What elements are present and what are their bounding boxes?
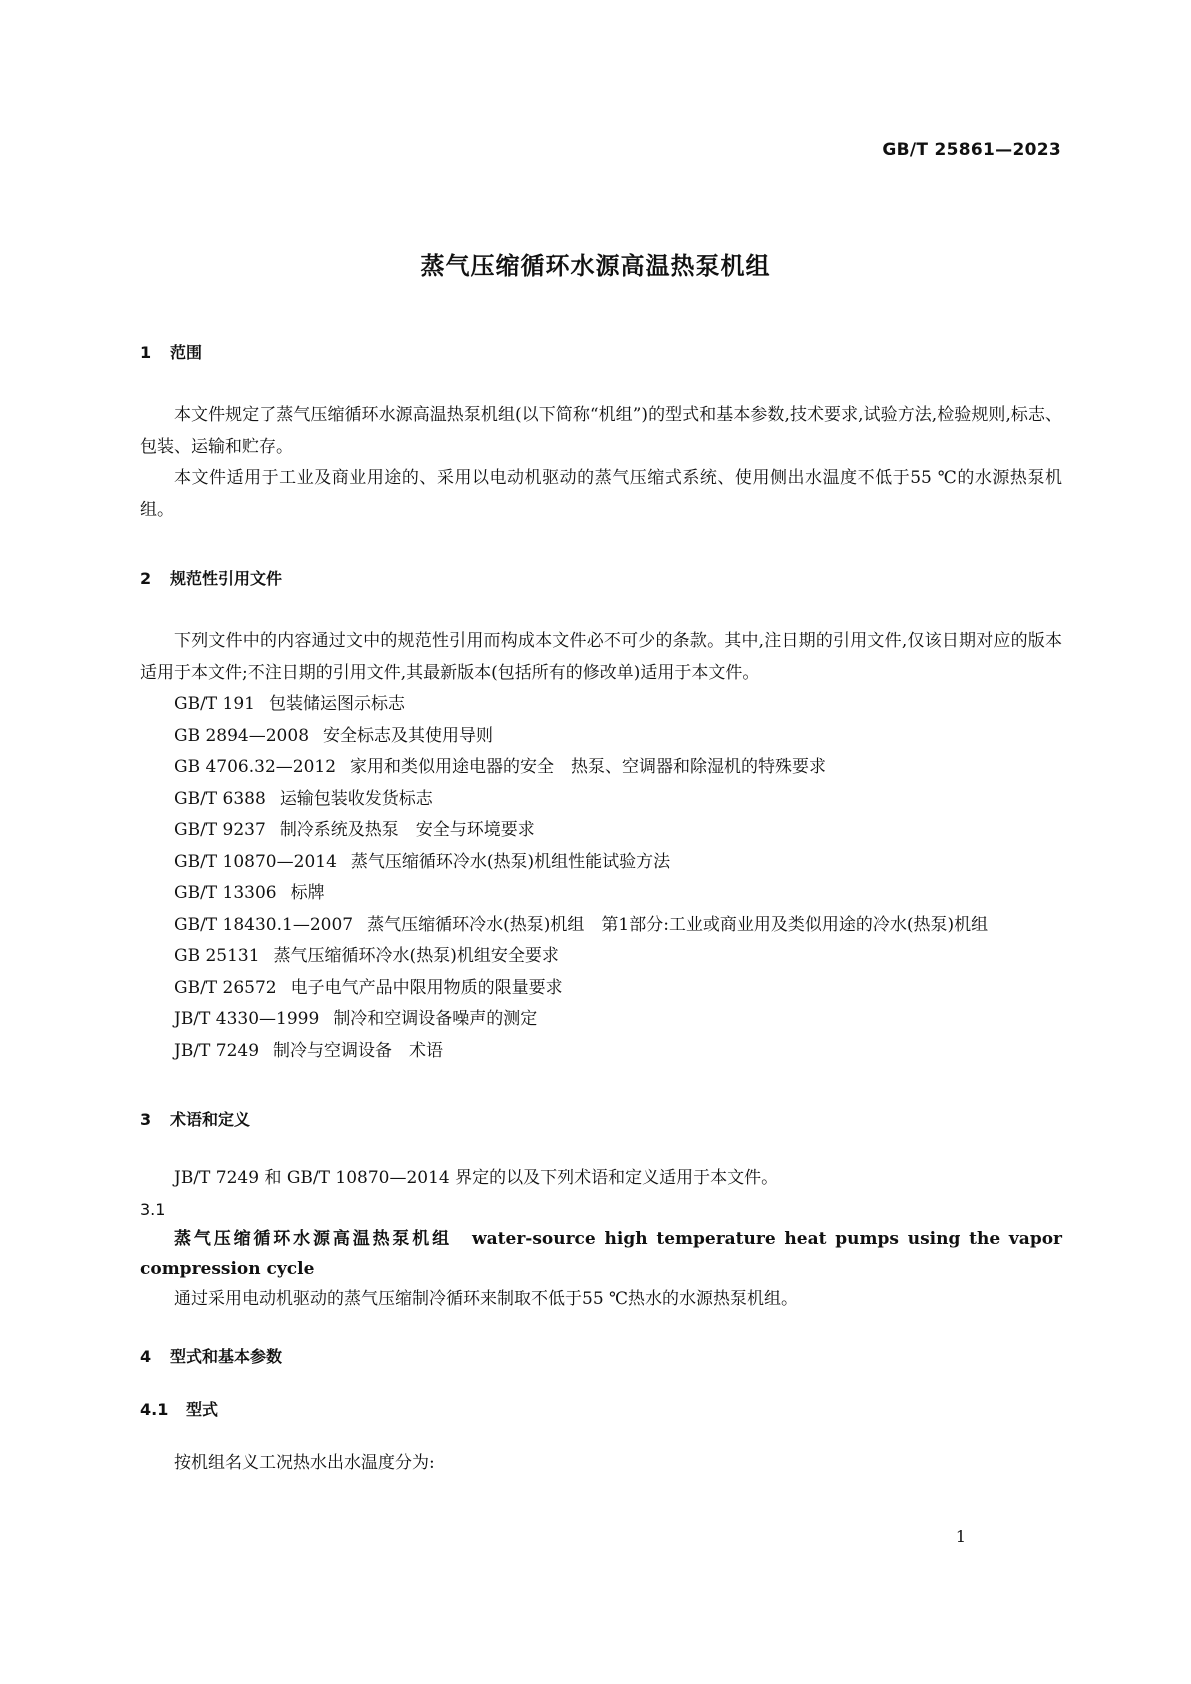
section-heading [140,566,1062,592]
section-number: 1 [140,343,152,362]
term-chinese: 蒸气压缩循环水源高温热泵机组 [174,1228,452,1249]
section-title: 术语和定义 [170,1110,251,1129]
reference-code: GB/T 10870—2014 [174,851,337,872]
reference-title: 电子电气产品中限用物质的限量要求 [290,977,563,998]
reference-code: GB/T 191 [174,694,255,714]
document-title: 蒸气压缩循环水源高温热泵机组 [420,252,771,280]
reference-item [140,752,1062,784]
reference-code: JB/T 4330—1999 [174,1009,320,1029]
term-number: 3.1 [140,1199,166,1219]
subsection-title: 型式 [186,1399,219,1419]
reference-item [140,721,1062,753]
section-title: 规范性引用文件 [170,569,283,588]
reference-code: GB/T 18430.1—2007 [174,914,354,935]
reference-title: 制冷与空调设备 术语 [273,1040,444,1061]
reference-title: 蒸气压缩循环冷水(热泵)机组 第1部分:工业或商业用及类似用途的冷水(热泵)机组 [367,914,989,935]
standard-number: GB/T 25861—2023 [882,140,1061,160]
reference-code: GB/T 13306 [174,883,277,903]
paragraph: 本文件适用于工业及商业用途的、采用以电动机驱动的蒸气压缩式系统、使用侧出水温度不低于55 ℃的水源热泵机组。 [140,468,1062,520]
paragraph: 本文件规定了蒸气压缩循环水源高温热泵机组(以下简称“机组”)的型式和基本参数,技术要求,试验方法,检验规则,标志、包装、运输和贮存。 [140,405,1062,457]
reference-title: 制冷系统及热泵 安全与环境要求 [279,820,535,840]
reference-title: 蒸气压缩循环冷水(热泵)机组安全要求 [273,946,559,966]
reference-item [140,784,1062,816]
reference-item [140,878,1062,910]
reference-title: 蒸气压缩循环冷水(热泵)机组性能试验方法 [350,851,671,872]
section-heading [140,340,1062,366]
paragraph: 下列文件中的内容通过文中的规范性引用而构成本文件必不可少的条款。其中,注日期的引用文件,仅该日期对应的版本适用于本文件;不注日期的引用文件,其最新版本(包括所有的修改单)适用于本文件。 [140,631,1062,683]
reference-title: 包装储运图示标志 [269,694,405,714]
reference-title: 家用和类似用途电器的安全 热泵、空调器和除湿机的特殊要求 [350,757,827,777]
subsection-heading [140,1397,1062,1423]
reference-item [140,1036,1062,1068]
section-title: 范围 [170,343,203,362]
reference-item [140,1004,1062,1036]
reference-code: GB/T 26572 [174,977,277,998]
section-title: 型式和基本参数 [170,1346,283,1366]
document-body [140,340,1062,1479]
reference-code: GB 25131 [174,946,260,966]
subsection-number: 4.1 [140,1399,169,1419]
term-english: water-source high temperature heat pumps using the vapor compression cycle [140,1228,1063,1279]
section-heading [140,1107,1062,1133]
reference-item [140,910,1062,942]
reference-code: GB 2894—2008 [174,725,310,746]
reference-title: 运输包装收发货标志 [279,788,433,809]
page-number: 1 [955,1527,966,1546]
term-definition: 通过采用电动机驱动的蒸气压缩制冷循环来制取不低于55 ℃热水的水源热泵机组。 [174,1288,799,1309]
term-entry [140,1224,1062,1284]
reference-title: 安全标志及其使用导则 [323,725,494,746]
reference-title: 标牌 [290,883,325,903]
reference-item [140,689,1062,721]
section-number: 3 [140,1110,152,1129]
reference-code: GB/T 9237 [174,820,266,840]
reference-item [140,847,1062,879]
paragraph: JB/T 7249 和 GB/T 10870—2014 界定的以及下列术语和定义适用于本文件。 [174,1168,779,1188]
reference-code: GB/T 6388 [174,788,266,809]
reference-code: GB 4706.32—2012 [174,757,337,777]
reference-title: 制冷和空调设备噪声的测定 [333,1009,538,1029]
reference-item [140,941,1062,973]
section-number: 2 [140,569,152,588]
paragraph: 按机组名义工况热水出水温度分为: [174,1452,435,1473]
section-heading [140,1344,1062,1370]
reference-code: JB/T 7249 [174,1040,260,1061]
reference-item [140,815,1062,847]
reference-item [140,973,1062,1005]
section-number: 4 [140,1346,152,1366]
